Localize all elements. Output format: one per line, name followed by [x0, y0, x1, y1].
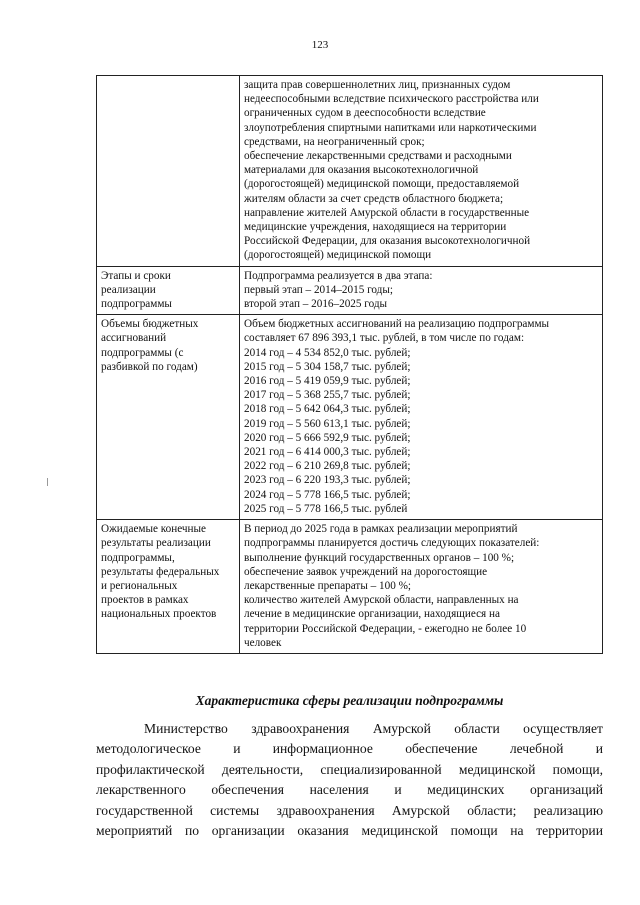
row-content-line: обеспечение лекарственными средствами и расходными — [244, 150, 512, 163]
row-label-line: Объемы бюджетных — [101, 318, 199, 331]
row-content-line: 2022 год – 6 210 269,8 тыс. рублей; — [244, 460, 411, 473]
row-content-line: злоупотребления спиртными напитками или наркотическими — [244, 121, 537, 134]
row-content-line: обеспечение заявок учреждений на дорогостоящие — [244, 565, 488, 578]
row-content-line: ограниченных судом в дееспособности вследствие — [244, 107, 486, 120]
body-line: мероприятий по организации оказания медицинской помощи на территории — [96, 823, 603, 839]
row-content-line: 2025 год – 5 778 166,5 тыс. рублей — [244, 502, 408, 515]
row-content-line: лечение в медицинские организации, находящиеся на — [244, 608, 500, 621]
row-label-line: подпрограммы — [101, 298, 172, 311]
body-line: методологическое и информационное обеспечение лечебной и — [96, 741, 603, 757]
body-line: профилактической деятельности, специализированной медицинской помощи, — [96, 761, 603, 777]
row-content-line: 2017 год – 5 368 255,7 тыс. рублей; — [244, 389, 411, 402]
body-line: государственной системы здравоохранения Амурской области; реализацию — [96, 802, 603, 818]
table-row-stages — [97, 266, 603, 315]
row-content-line: 2021 год – 6 414 000,3 тыс. рублей; — [244, 446, 411, 459]
body-line: лекарственного обеспечения населения и медицинских организаций — [96, 782, 603, 798]
row-label-cell — [97, 266, 240, 315]
row-label-cell — [97, 76, 240, 267]
row-content-line: 2024 год – 5 778 166,5 тыс. рублей; — [244, 488, 411, 501]
row-label-line: разбивкой по годам) — [101, 360, 198, 373]
row-content-line: выполнение функций государственных органов – 100 %; — [244, 551, 515, 564]
row-content-line: средствами, на неограниченный срок; — [244, 135, 425, 148]
body-paragraph — [96, 719, 603, 841]
row-label-line: Этапы и сроки — [101, 269, 171, 282]
row-content-line: (дорогостоящей) медицинской помощи, предоставляемой — [244, 178, 520, 191]
table-row-continuation — [97, 76, 603, 267]
row-content-line: жителям области за счет средств областного бюджета; — [244, 192, 504, 205]
row-content-line: первый этап – 2014–2015 годы; — [244, 283, 393, 296]
row-content-line: направление жителей Амурской области в государственные — [244, 206, 530, 219]
subprogram-passport-table — [96, 75, 603, 654]
scan-margin-mark — [47, 478, 48, 486]
row-label-line: ассигнований — [101, 332, 167, 345]
row-label-line: национальных проектов — [101, 608, 217, 621]
row-content-line: защита прав совершеннолетних лиц, признанных судом — [244, 79, 511, 91]
row-content-line: недееспособными вследствие психического расстройства или — [244, 93, 539, 106]
row-content-line: количество жителей Амурской области, направленных на — [244, 594, 519, 607]
row-content-line: 2023 год – 6 220 193,3 тыс. рублей; — [244, 474, 411, 487]
row-content-line: Российской Федерации, для оказания высокотехнологичной — [244, 235, 531, 248]
row-content-line: 2015 год – 5 304 158,7 тыс. рублей; — [244, 360, 411, 373]
row-label-line: реализации — [101, 283, 156, 296]
row-content-line: (дорогостоящей) медицинской помощи — [244, 249, 432, 262]
page-number: 123 — [311, 39, 329, 51]
table-row-results — [97, 520, 603, 654]
row-content-line: подпрограммы планируется достичь следующих показателей: — [244, 537, 540, 550]
row-content-line: территории Российской Федерации, - ежегодно не более 10 — [244, 622, 527, 635]
row-content-line: 2019 год – 5 560 613,1 тыс. рублей; — [244, 417, 411, 430]
row-label-line: подпрограммы (с — [101, 346, 184, 359]
row-content-line: Подпрограмма реализуется в два этапа: — [244, 269, 433, 282]
row-content-line: 2016 год – 5 419 059,9 тыс. рублей; — [244, 375, 411, 388]
row-label-line: и региональных — [101, 579, 178, 592]
row-label-line: результаты реализации — [101, 537, 211, 550]
row-content-cell — [240, 76, 603, 267]
row-content-line: материалами для оказания высокотехнологичной — [244, 164, 479, 177]
row-content-line: В период до 2025 года в рамках реализации мероприятий — [244, 523, 518, 536]
row-content-line: 2020 год – 5 666 592,9 тыс. рублей; — [244, 431, 411, 444]
row-label-line: результаты федеральных — [101, 565, 220, 578]
row-label-line: подпрограммы, — [101, 551, 175, 564]
row-label-cell — [97, 520, 240, 654]
section-heading: Характеристика сферы реализации подпрограммы — [195, 693, 504, 708]
row-content-cell — [240, 520, 603, 654]
body-line: Министерство здравоохранения Амурской области осуществляет — [144, 721, 603, 736]
row-content-line: 2018 год – 5 642 064,3 тыс. рублей; — [244, 403, 411, 416]
row-label-line: проектов в рамках — [101, 594, 189, 607]
row-content-line: Объем бюджетных ассигнований на реализацию подпрограммы — [244, 318, 550, 331]
row-content-line: 2014 год – 4 534 852,0 тыс. рублей; — [244, 346, 411, 359]
row-content-line: человек — [244, 636, 282, 649]
row-content-line: второй этап – 2016–2025 годы — [244, 298, 388, 311]
row-label-line: Ожидаемые конечные — [101, 523, 207, 536]
row-content-cell — [240, 266, 603, 315]
row-content-line: медицинские учреждения, находящиеся на территории — [244, 221, 507, 234]
row-content-line: лекарственные препараты – 100 %; — [244, 579, 412, 592]
row-label-cell — [97, 315, 240, 520]
row-content-cell — [240, 315, 603, 520]
row-content-line: составляет 67 896 393,1 тыс. рублей, в том числе по годам: — [244, 332, 525, 345]
table-row-budget — [97, 315, 603, 520]
